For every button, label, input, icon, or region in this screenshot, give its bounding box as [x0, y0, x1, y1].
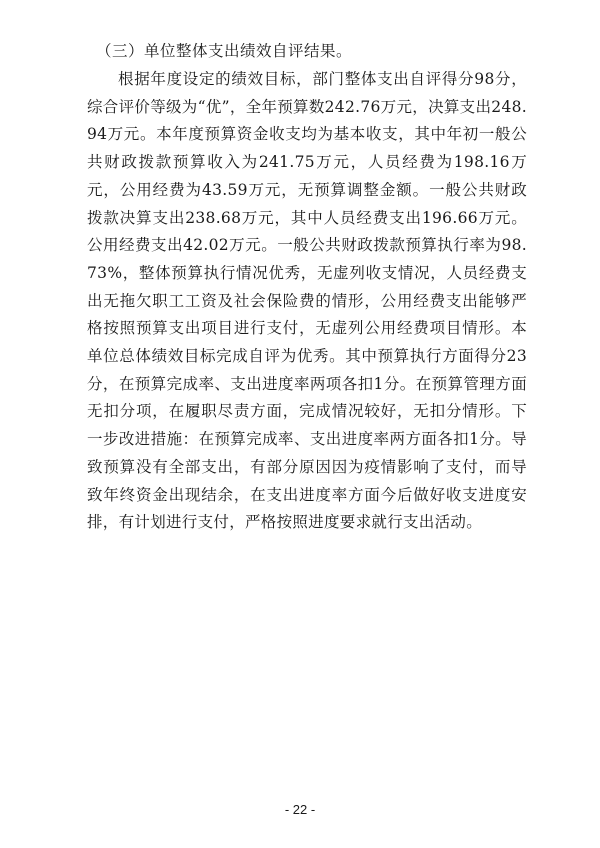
page-number: - 22 - [284, 802, 316, 817]
section-heading: （三）单位整体支出绩效自评结果。 [96, 42, 353, 60]
body-paragraph: 根据年度设定的绩效目标，部门整体支出自评得分98分，综合评价等级为“优”，全年预算数242.76万元，决算支出248.94万元。本年度预算资金收支均为基本收支，其中年初一般公共财政拨款预算收入为241.75万元，人员经费为198.16万元，公用经费为43.59万元，无预算调整金额。一般公共财政拨款决算支出238.68万元，其中人员经费支出196.66万元。公用经费支出42.02万元。一般公共财政拨款预算执行率为98.73%，整体预算执行情况优秀，无虚列收支情况，人员经费支出无拖欠职工工资及社会保险费的情形，公用经费支出能够严格按照预算支出项目进行支付，无虚列公用经费项目情形。本单位总体绩效目标完成自评为优秀。其中预算执行方面得分23分，在预算完成率、支出进度率两项各扣1分。在预算管理方面无扣分项，在履职尽责方面，完成情况较好，无扣分情形。下一步改进措施：在预算完成率、支出进度率两方面各扣1分。导致预算没有全部支出，有部分原因因为疫情影响了支付，而导致年终资金出现结余，在支出进度率方面今后做好收支进度安排，有计划进行支付，严格按照进度要求就行支出活动。 [87, 70, 527, 532]
